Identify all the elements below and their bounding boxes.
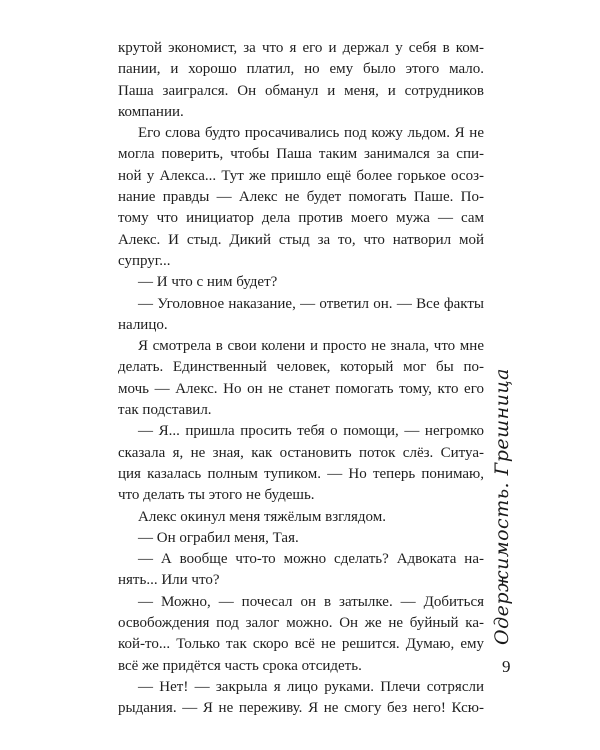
- text-line: Алекс. И стыд. Дикий стыд за то, что натворил мой: [118, 231, 484, 248]
- text-line: — Он ограбил меня, Тая.: [138, 529, 299, 546]
- text-line: Алекс окинул меня тяжёлым взглядом.: [138, 508, 386, 525]
- text-line: — И что с ним будет?: [138, 274, 278, 291]
- text-line: рыдания. — Я не переживу. Я не смогу без него! Ксю-: [118, 700, 484, 717]
- text-line: тому что инициатор дела против моего мужа — сам: [118, 210, 484, 227]
- text-line: компании.: [118, 103, 184, 120]
- text-line: мочь — Алекс. Но он не станет помогать тому, кто его: [118, 380, 484, 397]
- text-line: Его слова будто просачивались под кожу льдом. Я не: [138, 125, 484, 142]
- running-title: Одержимость. Грешница: [491, 368, 513, 645]
- page-number: 9: [502, 657, 511, 676]
- text-line: — Можно, — почесал он в затылке. — Добиться: [138, 593, 484, 610]
- text-line: Я смотрела в свои колени и просто не знала, что мне: [138, 338, 484, 355]
- text-line: освобождения под залог можно. Он же не буйный ка-: [118, 615, 484, 632]
- text-line: могла поверить, чтобы Паша таким занимался за спи-: [118, 146, 484, 163]
- text-line: всё же придётся часть срока отсидеть.: [118, 657, 362, 674]
- text-line: ция казалась полным тупиком. — Но теперь понимаю,: [118, 465, 484, 482]
- text-line: ной у Алекса... Тут же пришло ещё более горькое осоз-: [118, 167, 484, 184]
- text-line: так подставил.: [118, 402, 212, 419]
- body-text: [118, 38, 484, 720]
- text-line: Паша заигрался. Он обманул и меня, и сотрудников: [118, 82, 484, 99]
- text-line: — Я... пришла просить тебя о помощи, — негромко: [138, 423, 484, 440]
- text-line: — А вообще что-то можно сделать? Адвоката на-: [138, 551, 484, 568]
- text-line: крутой экономист, за что я его и держал у себя в ком-: [118, 40, 484, 56]
- text-line: нание правды — Алекс не будет помогать Паше. По-: [118, 189, 484, 206]
- text-line: налицо.: [118, 316, 168, 333]
- text-line: — Нет! — закрыла я лицо руками. Плечи сотрясли: [138, 678, 484, 695]
- text-line: — Уголовное наказание, — ответил он. — Все факты: [138, 295, 484, 312]
- text-line: кой-то... Только так скоро всё не решится. Думаю, ему: [118, 636, 484, 653]
- text-line: пании, и хорошо платил, но ему было этого мало.: [118, 61, 484, 78]
- text-line: нять... Или что?: [118, 572, 220, 589]
- text-line: что делать ты этого не будешь.: [118, 487, 315, 504]
- text-line: супруг...: [118, 252, 171, 269]
- text-line: делать. Единственный человек, который мог бы по-: [118, 359, 484, 376]
- text-line: сказала я, не зная, как остановить поток слёз. Ситуа-: [118, 444, 484, 461]
